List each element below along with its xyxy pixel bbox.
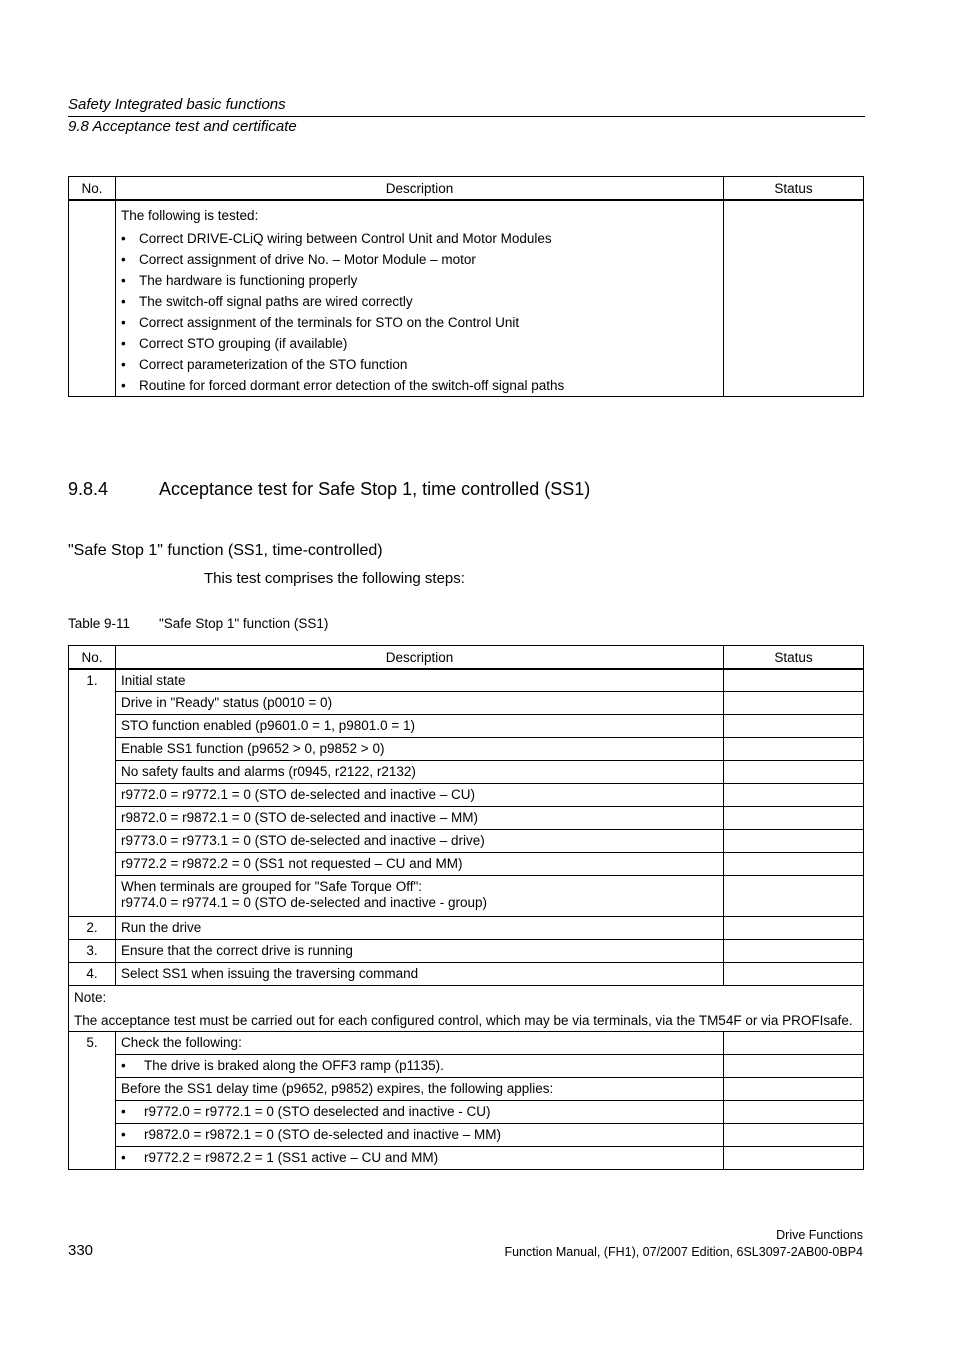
no-cell [69,200,116,397]
description-cell [116,200,724,397]
bullet-icon: • [121,1104,126,1119]
sto-test-table [68,176,864,397]
status-cell [724,669,864,692]
status-cell [724,784,864,807]
description-cell: Enable SS1 function (p9652 > 0, p9852 > 0) [116,738,724,761]
header-chapter: Safety Integrated basic functions [68,95,865,117]
table-header-row [69,646,864,669]
table-row [69,738,864,761]
list-item: • The drive is braked along the OFF3 ramp (p1135). [121,1058,444,1073]
status-cell [724,761,864,784]
ss1-test-table [68,645,864,1170]
description-cell: r9772.0 = r9772.1 = 0 (STO de-selected and inactive – CU) [116,784,724,807]
description-cell: Select SS1 when issuing the traversing command [116,963,724,986]
table-row [69,940,864,963]
status-cell [724,715,864,738]
grouped-line-1: When terminals are grouped for "Safe Torque Off": [121,879,422,894]
section-intro: This test comprises the following steps: [204,570,465,587]
status-cell [724,830,864,853]
footer-title: Drive Functions [776,1228,863,1242]
page-number: 330 [68,1242,94,1259]
status-cell [724,853,864,876]
table-row [69,715,864,738]
description-cell [116,876,724,917]
status-cell [724,1055,864,1078]
description-cell: Ensure that the correct drive is running [116,940,724,963]
bullet-icon: • [121,230,126,246]
note-row [69,986,864,1032]
description-cell: No safety faults and alarms (r0945, r2122, r2132) [116,761,724,784]
section-heading [68,479,590,500]
status-cell [724,200,864,397]
table-row [69,1101,864,1124]
status-cell [724,917,864,940]
bullet-icon: • [121,377,126,393]
list-item: • r9872.0 = r9872.1 = 0 (STO de-selected and inactive – MM) [121,1127,501,1142]
caption-label: Table 9-11 [68,616,131,631]
list-item: • Correct assignment of drive No. – Motor Module – motor [116,249,723,270]
description-cell [116,1124,724,1147]
description-cell: r9772.2 = r9872.2 = 0 (SS1 not requested – CU and MM) [116,853,724,876]
description-cell: r9773.0 = r9773.1 = 0 (STO de-selected and inactive – drive) [116,830,724,853]
status-cell [724,1101,864,1124]
table-row [69,853,864,876]
status-cell [724,1124,864,1147]
note-cell [69,986,864,1032]
table-row [69,807,864,830]
table-row [69,1124,864,1147]
description-cell: Check the following: [116,1032,724,1055]
description-cell: Drive in "Ready" status (p0010 = 0) [116,692,724,715]
step-number: 3. [69,940,116,963]
table-row [69,876,864,917]
list-item: • The switch-off signal paths are wired correctly [116,291,723,312]
column-header-status: Status [724,177,864,200]
tested-intro: The following is tested: [121,207,259,223]
bullet-icon: • [121,356,126,372]
table-row [69,1147,864,1170]
bullet-icon: • [121,293,126,309]
bullet-icon: • [121,272,126,288]
section-title: Acceptance test for Safe Stop 1, time controlled (SS1) [159,479,591,499]
bullet-icon: • [121,251,126,267]
running-header [68,95,865,137]
status-cell [724,738,864,761]
page-footer [504,1227,863,1261]
list-item: • Routine for forced dormant error detection of the switch-off signal paths [116,375,723,396]
bullet-icon: • [121,1058,126,1073]
list-item: • The hardware is functioning properly [116,270,723,291]
caption-text: "Safe Stop 1" function (SS1) [159,616,329,631]
status-cell [724,940,864,963]
status-cell [724,1032,864,1055]
table-row [69,1032,864,1055]
column-header-no: No. [69,177,116,200]
status-cell [724,807,864,830]
table-row [69,1078,864,1101]
grouped-line-2: r9774.0 = r9774.1 = 0 (STO de-selected and inactive - group) [121,895,487,910]
table-row [69,784,864,807]
step-number: 5. [69,1032,116,1170]
column-header-status: Status [724,646,864,669]
status-cell [724,1078,864,1101]
description-cell [116,1055,724,1078]
list-item: • Correct assignment of the terminals for STO on the Control Unit [116,312,723,333]
list-item: • Correct STO grouping (if available) [116,333,723,354]
table-caption [68,616,328,631]
tested-list [116,228,723,396]
description-cell [116,1101,724,1124]
header-section: 9.8 Acceptance test and certificate [68,118,297,135]
subsection-heading: "Safe Stop 1" function (SS1, time-controlled) [68,542,383,559]
column-header-no: No. [69,646,116,669]
table-row [69,761,864,784]
table-header-row [69,177,864,200]
status-cell [724,692,864,715]
step-number: 1. [69,669,116,917]
note-label: Note: [74,990,107,1005]
description-cell: Run the drive [116,917,724,940]
section-number: 9.8.4 [68,479,109,499]
table-row [69,200,864,397]
list-item: • r9772.2 = r9872.2 = 1 (SS1 active – CU and MM) [121,1150,439,1165]
note-text: The acceptance test must be carried out for each configured control, which may be via terminals, via the TM54F or via PROFIsafe. [74,1013,853,1028]
bullet-icon: • [121,314,126,330]
table-row [69,1055,864,1078]
status-cell [724,963,864,986]
description-cell: Initial state [116,669,724,692]
step-number: 2. [69,917,116,940]
status-cell [724,876,864,917]
table-row [69,963,864,986]
list-item: • Correct parameterization of the STO function [116,354,723,375]
bullet-icon: • [121,1150,126,1165]
list-item: • r9772.0 = r9772.1 = 0 (STO deselected and inactive - CU) [121,1104,491,1119]
list-item: • Correct DRIVE-CLiQ wiring between Control Unit and Motor Modules [116,228,723,249]
description-cell: r9872.0 = r9872.1 = 0 (STO de-selected and inactive – MM) [116,807,724,830]
column-header-description: Description [116,646,724,669]
column-header-description: Description [116,177,724,200]
table-row [69,830,864,853]
description-cell [116,1147,724,1170]
table-row [69,669,864,692]
bullet-icon: • [121,335,126,351]
step-number: 4. [69,963,116,986]
description-cell: Before the SS1 delay time (p9652, p9852) expires, the following applies: [116,1078,724,1101]
table-row [69,692,864,715]
bullet-icon: • [121,1127,126,1142]
table-row [69,917,864,940]
footer-manual: Function Manual, (FH1), 07/2007 Edition, 6SL3097-2AB00-0BP4 [504,1245,863,1259]
description-cell: STO function enabled (p9601.0 = 1, p9801.0 = 1) [116,715,724,738]
status-cell [724,1147,864,1170]
